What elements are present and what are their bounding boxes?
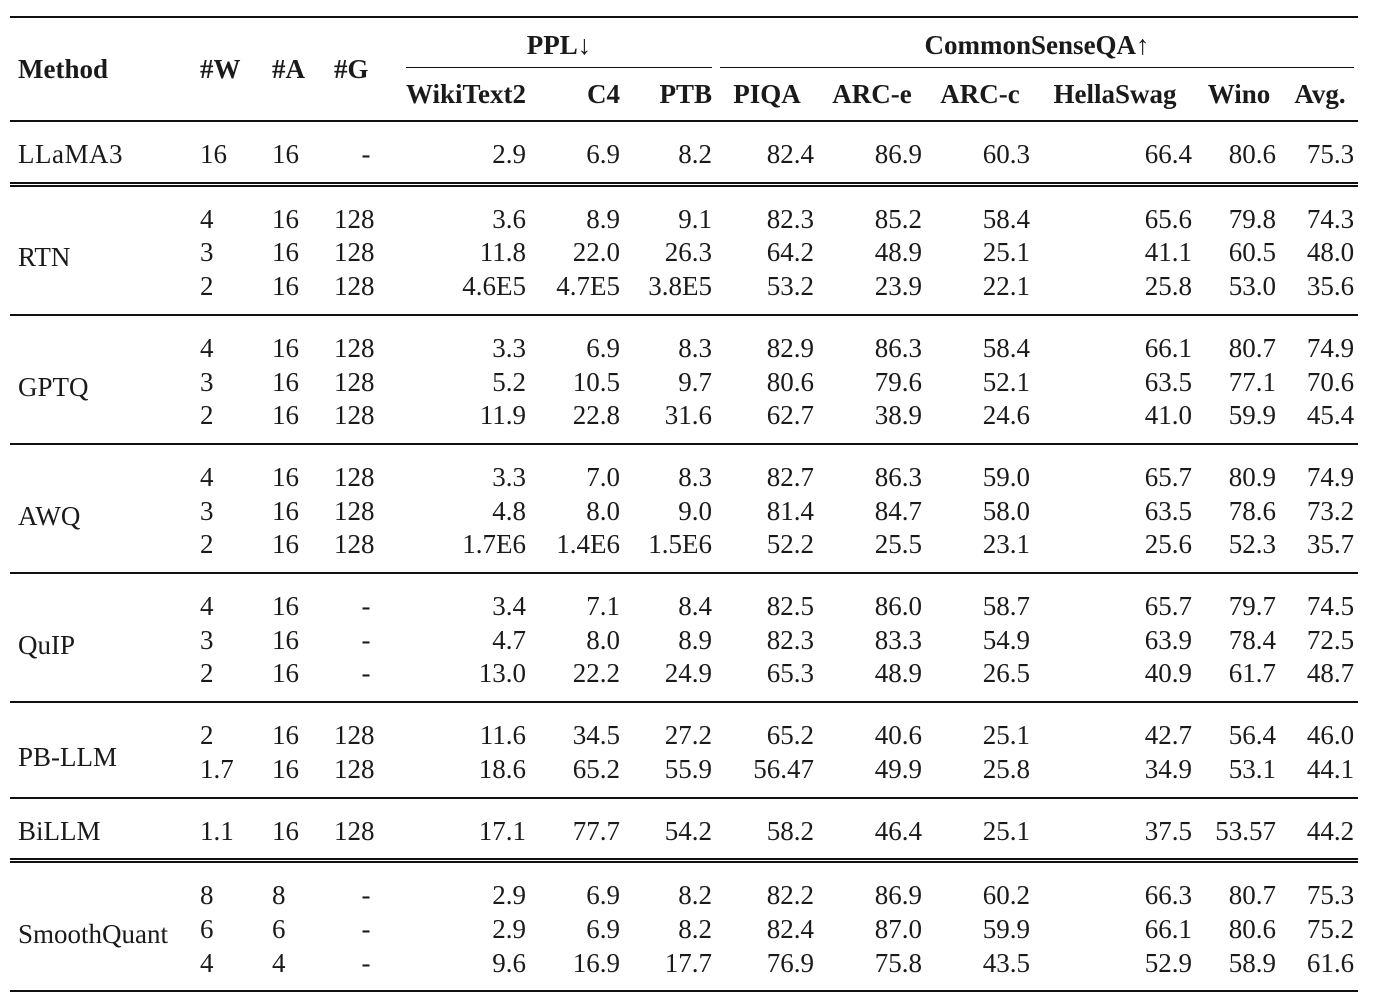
cell-avg: 44.2 [1306, 815, 1355, 846]
cell-arc-c: 52.1 [982, 366, 1031, 397]
method-name-text: LLaMA3 [18, 139, 123, 169]
cell-arc-e: 86.3 [874, 332, 923, 363]
cell-c4: 6.9 [586, 880, 620, 911]
cell-wikitext2: 13.0 [478, 658, 526, 689]
cell-hellaswag: 63.5 [1144, 495, 1193, 526]
table-row [10, 753, 1358, 798]
table-row [10, 528, 1358, 573]
header-csqa-label: CommonSenseQA↑ [924, 30, 1150, 60]
cell-wino: 79.8 [1228, 203, 1277, 234]
cell-w: 2 [200, 400, 214, 431]
cell-a: 16 [272, 495, 299, 526]
cell-wikitext2: 3.3 [492, 461, 526, 492]
cell-arc-c: 58.7 [982, 591, 1031, 622]
cell-arc-e: 48.9 [874, 658, 923, 689]
cell-arc-c: 54.9 [982, 624, 1031, 655]
cell-wino: 60.5 [1228, 237, 1277, 268]
cell-hellaswag: 65.6 [1144, 203, 1193, 234]
cell-g: - [361, 658, 371, 689]
cell-g: - [361, 139, 371, 169]
cell-arc-e: 48.9 [874, 237, 923, 268]
cell-w: 8 [200, 880, 214, 911]
results-table-container [10, 16, 1358, 992]
cell-hellaswag: 25.8 [1144, 271, 1193, 302]
cell-hellaswag: 25.6 [1144, 529, 1193, 560]
cell-avg: 74.5 [1306, 591, 1355, 622]
cell-hellaswag: 41.1 [1144, 237, 1193, 268]
cell-w: 16 [200, 139, 227, 169]
cell-wikitext2: 4.8 [492, 495, 526, 526]
table-row [10, 702, 1358, 753]
cell-wikitext2: 11.6 [479, 720, 526, 751]
cell-arc-e: 87.0 [874, 913, 923, 944]
table-row [10, 495, 1358, 529]
cell-ptb: 54.2 [664, 815, 713, 846]
cell-a: 6 [272, 913, 286, 944]
table-row [10, 798, 1358, 861]
cell-w: 2 [200, 271, 214, 302]
cell-a: 16 [272, 753, 299, 784]
cell-hellaswag: 66.3 [1144, 880, 1193, 911]
cell-wino: 61.7 [1228, 658, 1277, 689]
cell-w: 3 [200, 624, 214, 655]
cell-arc-e: 38.9 [874, 400, 923, 431]
cell-a: 4 [272, 947, 286, 978]
cell-g: 128 [334, 332, 375, 363]
method-name: SmoothQuant [18, 918, 169, 949]
cell-wino: 77.1 [1228, 366, 1277, 397]
header-ppl-group [402, 17, 716, 68]
table-row [10, 444, 1358, 495]
header-ptb: PTB [659, 78, 713, 109]
table-row [10, 315, 1358, 366]
cell-ptb: 8.2 [678, 880, 713, 911]
cell-a: 16 [272, 624, 299, 655]
header-a: #A [272, 53, 305, 84]
cell-ptb: 24.9 [664, 658, 713, 689]
cell-piqa: 76.9 [766, 947, 815, 978]
header-ppl-label: PPL↓ [526, 30, 592, 60]
cell-wino: 53.0 [1228, 271, 1277, 302]
cell-hellaswag: 66.1 [1144, 332, 1193, 363]
header-piqa: PIQA [733, 78, 801, 109]
table-row [10, 947, 1358, 992]
cell-ptb: 8.3 [678, 332, 713, 363]
cell-c4: 8.0 [586, 495, 620, 526]
cell-arc-c: 60.2 [982, 880, 1031, 911]
cell-piqa: 53.2 [766, 271, 815, 302]
cell-g: 128 [334, 203, 375, 234]
cell-ptb: 1.5E6 [648, 529, 713, 560]
cell-avg: 44.1 [1306, 753, 1355, 784]
cell-arc-e: 86.9 [874, 880, 923, 911]
cell-c4: 7.0 [586, 461, 620, 492]
cell-piqa: 82.7 [766, 461, 815, 492]
cell-ptb: 8.2 [678, 913, 713, 944]
cell-c4: 16.9 [572, 947, 620, 978]
cell-ptb: 17.7 [664, 947, 713, 978]
cell-g: - [361, 591, 371, 622]
cell-piqa: 56.47 [753, 753, 815, 784]
method-name: AWQ [18, 500, 81, 531]
cell-arc-e: 75.8 [874, 947, 923, 978]
header-hellaswag: HellaSwag [1053, 78, 1177, 109]
cell-wikitext2: 3.4 [492, 591, 526, 622]
cell-arc-e: 84.7 [874, 495, 923, 526]
cell-w: 3 [200, 237, 214, 268]
table-row [10, 270, 1358, 315]
cell-wikitext2: 3.3 [492, 332, 526, 363]
cell-c4: 6.9 [586, 139, 620, 169]
cell-hellaswag: 34.9 [1144, 753, 1193, 784]
cell-wikitext2: 11.8 [479, 237, 526, 268]
cell-c4: 65.2 [572, 753, 620, 784]
cell-ptb: 31.6 [664, 400, 713, 431]
header-arc-c: ARC-c [940, 78, 1020, 109]
cell-wikitext2: 3.6 [492, 203, 526, 234]
cell-arc-e: 86.9 [874, 139, 923, 169]
cell-avg: 35.6 [1306, 271, 1355, 302]
header-g: #G [334, 53, 369, 84]
cell-arc-e: 83.3 [874, 624, 923, 655]
cell-wikitext2: 11.9 [479, 400, 526, 431]
cell-piqa: 58.2 [766, 815, 815, 846]
cell-ptb: 8.9 [678, 624, 713, 655]
cell-hellaswag: 37.5 [1144, 815, 1193, 846]
table-row [10, 236, 1358, 270]
cell-avg: 61.6 [1306, 947, 1355, 978]
cell-arc-c: 24.6 [982, 400, 1031, 431]
cell-c4: 34.5 [572, 720, 620, 751]
table-row [10, 861, 1358, 913]
cell-arc-c: 26.5 [982, 658, 1031, 689]
cell-wikitext2: 2.9 [492, 880, 526, 911]
cell-a: 16 [272, 139, 299, 169]
cell-g: 128 [334, 461, 375, 492]
cell-arc-e: 85.2 [874, 203, 923, 234]
cell-g: - [361, 880, 371, 911]
table-row [10, 184, 1358, 236]
table-row [10, 657, 1358, 702]
results-table [10, 16, 1358, 992]
method-name: GPTQ [18, 371, 89, 402]
cell-g: 128 [334, 815, 375, 846]
table-row [10, 624, 1358, 658]
header-avg: Avg. [1294, 78, 1346, 109]
cell-wino: 53.1 [1228, 753, 1277, 784]
cell-hellaswag: 63.5 [1144, 366, 1193, 397]
cell-c4: 10.5 [572, 366, 620, 397]
cell-avg: 74.3 [1306, 203, 1355, 234]
method-name: BiLLM [18, 815, 101, 846]
cell-c4: 6.9 [586, 332, 620, 363]
cell-arc-c: 58.0 [982, 495, 1031, 526]
cell-wino: 56.4 [1228, 720, 1277, 751]
cell-a: 16 [272, 203, 299, 234]
cell-w: 2 [200, 529, 214, 560]
cell-avg: 48.0 [1306, 237, 1355, 268]
cell-wino: 53.57 [1215, 815, 1277, 846]
cell-piqa: 81.4 [766, 495, 815, 526]
cell-hellaswag: 42.7 [1144, 720, 1193, 751]
cell-arc-c: 25.8 [982, 753, 1031, 784]
cell-arc-c: 25.1 [982, 237, 1031, 268]
cell-arc-c: 59.9 [982, 913, 1031, 944]
cell-piqa: 82.2 [766, 880, 815, 911]
cell-w: 4 [200, 947, 214, 978]
cell-a: 16 [272, 658, 299, 689]
cell-g: 128 [334, 720, 375, 751]
cell-g: 128 [334, 495, 375, 526]
cell-wikitext2: 5.2 [492, 366, 526, 397]
cell-w: 4 [200, 461, 214, 492]
cell-wikitext2: 17.1 [478, 815, 526, 846]
cell-hellaswag: 65.7 [1144, 591, 1193, 622]
cell-c4: 22.2 [572, 658, 620, 689]
cell-g: 128 [334, 753, 375, 784]
cell-c4: 8.9 [586, 203, 620, 234]
cell-arc-e: 25.5 [874, 529, 923, 560]
cell-c4: 8.0 [586, 624, 620, 655]
cell-c4: 6.9 [586, 913, 620, 944]
cell-hellaswag: 66.1 [1144, 913, 1193, 944]
cell-piqa: 82.3 [766, 624, 815, 655]
cell-w: 1.7 [200, 753, 234, 784]
cell-c4: 22.8 [572, 400, 620, 431]
cell-wikitext2: 9.6 [492, 947, 526, 978]
cell-avg: 46.0 [1306, 720, 1355, 751]
cell-arc-c: 23.1 [982, 529, 1031, 560]
cell-wikitext2: 2.9 [492, 139, 526, 169]
method-name: PB-LLM [18, 741, 118, 772]
cell-piqa: 82.5 [766, 591, 815, 622]
method-name: QuIP [18, 629, 76, 660]
cell-avg: 70.6 [1306, 366, 1355, 397]
cell-g: 128 [334, 529, 375, 560]
cell-arc-c: 25.1 [982, 815, 1031, 846]
cell-piqa: 82.4 [766, 913, 815, 944]
cell-avg: 73.2 [1306, 495, 1355, 526]
cell-w: 2 [200, 720, 214, 751]
results-body [10, 121, 1358, 991]
cell-arc-c: 59.0 [982, 461, 1031, 492]
cell-avg: 35.7 [1306, 529, 1355, 560]
cell-a: 16 [272, 720, 299, 751]
header-arc-e: ARC-e [832, 78, 912, 109]
cell-avg: 74.9 [1306, 461, 1355, 492]
header-c4: C4 [587, 78, 620, 109]
cell-g: - [361, 913, 371, 944]
cell-wikitext2: 4.7 [492, 624, 526, 655]
cell-c4: 7.1 [586, 591, 620, 622]
cell-a: 16 [272, 461, 299, 492]
cell-piqa: 82.3 [766, 203, 815, 234]
cell-arc-c: 43.5 [982, 947, 1031, 978]
cell-wikitext2: 18.6 [478, 753, 526, 784]
cell-avg: 45.4 [1306, 400, 1355, 431]
cell-c4: 1.4E6 [556, 529, 620, 560]
cell-piqa: 82.9 [766, 332, 815, 363]
cell-hellaswag: 40.9 [1144, 658, 1193, 689]
cell-piqa: 80.6 [766, 366, 815, 397]
method-name [10, 121, 196, 184]
cell-wikitext2: 2.9 [492, 913, 526, 944]
cell-piqa: 65.2 [766, 720, 815, 751]
cell-avg: 75.3 [1306, 139, 1355, 169]
cell-ptb: 9.0 [678, 495, 713, 526]
cell-piqa: 64.2 [766, 237, 815, 268]
cell-piqa: 52.2 [766, 529, 815, 560]
cell-piqa: 82.4 [766, 139, 815, 169]
cell-arc-c: 58.4 [982, 203, 1031, 234]
cell-ptb: 8.3 [678, 461, 713, 492]
cell-arc-e: 49.9 [874, 753, 923, 784]
cell-arc-e: 86.3 [874, 461, 923, 492]
cell-w: 3 [200, 366, 214, 397]
table-row [10, 913, 1358, 947]
cell-wino: 78.4 [1228, 624, 1277, 655]
table-row [10, 366, 1358, 400]
cell-w: 2 [200, 658, 214, 689]
cell-piqa: 62.7 [766, 400, 815, 431]
cell-w: 4 [200, 591, 214, 622]
cell-arc-c: 25.1 [982, 720, 1031, 751]
cell-w: 1.1 [200, 815, 234, 846]
cell-hellaswag: 65.7 [1144, 461, 1193, 492]
cell-ptb: 3.8E5 [648, 271, 713, 302]
cell-a: 16 [272, 332, 299, 363]
cell-g: 128 [334, 271, 375, 302]
cell-c4: 4.7E5 [556, 271, 620, 302]
cell-a: 16 [272, 529, 299, 560]
cell-ptb: 9.1 [678, 203, 713, 234]
cell-wino: 52.3 [1228, 529, 1277, 560]
cell-c4: 77.7 [572, 815, 620, 846]
cell-wino: 80.9 [1228, 461, 1277, 492]
cell-ptb: 27.2 [664, 720, 713, 751]
header-method: Method [18, 53, 108, 84]
cell-arc-c: 60.3 [982, 139, 1031, 169]
header-wino: Wino [1207, 78, 1271, 109]
cell-w: 4 [200, 332, 214, 363]
cell-g: - [361, 624, 371, 655]
cell-a: 16 [272, 366, 299, 397]
cell-avg: 48.7 [1306, 658, 1355, 689]
cell-ptb: 8.4 [678, 591, 713, 622]
header-w: #W [200, 53, 241, 84]
cell-a: 16 [272, 400, 299, 431]
table-row [10, 399, 1358, 444]
table-row [10, 573, 1358, 624]
cell-wino: 80.7 [1228, 332, 1277, 363]
cell-a: 16 [272, 237, 299, 268]
cell-g: 128 [334, 400, 375, 431]
cell-arc-e: 79.6 [874, 366, 923, 397]
cell-arc-e: 46.4 [874, 815, 923, 846]
header-wikitext2: WikiText2 [406, 78, 527, 109]
cell-a: 16 [272, 815, 299, 846]
cell-w: 6 [200, 913, 214, 944]
cell-avg: 75.3 [1306, 880, 1355, 911]
cell-hellaswag: 63.9 [1144, 624, 1193, 655]
cell-arc-e: 40.6 [874, 720, 923, 751]
cell-arc-c: 22.1 [982, 271, 1031, 302]
cell-wikitext2: 1.7E6 [462, 529, 526, 560]
cell-a: 16 [272, 591, 299, 622]
cell-g: 128 [334, 366, 375, 397]
cell-wino: 79.7 [1228, 591, 1277, 622]
cell-c4: 22.0 [572, 237, 620, 268]
cell-ptb: 8.2 [678, 139, 713, 169]
cell-wino: 80.6 [1228, 139, 1277, 169]
cell-ptb: 26.3 [664, 237, 713, 268]
cell-wino: 78.6 [1228, 495, 1277, 526]
cell-hellaswag: 66.4 [1144, 139, 1193, 169]
method-name: RTN [18, 242, 71, 273]
cell-arc-e: 86.0 [874, 591, 923, 622]
table-row [10, 121, 1358, 184]
cell-wino: 59.9 [1228, 400, 1277, 431]
cell-arc-e: 23.9 [874, 271, 923, 302]
cell-hellaswag: 41.0 [1144, 400, 1193, 431]
cell-g: - [361, 947, 371, 978]
cell-wino: 80.7 [1228, 880, 1277, 911]
cell-g: 128 [334, 237, 375, 268]
cell-w: 4 [200, 203, 214, 234]
cell-avg: 75.2 [1306, 913, 1355, 944]
cell-a: 16 [272, 271, 299, 302]
cell-piqa: 65.3 [766, 658, 815, 689]
cell-avg: 72.5 [1306, 624, 1355, 655]
cell-wino: 58.9 [1228, 947, 1277, 978]
cell-w: 3 [200, 495, 214, 526]
cell-ptb: 9.7 [678, 366, 713, 397]
cell-arc-c: 58.4 [982, 332, 1031, 363]
cell-hellaswag: 52.9 [1144, 947, 1193, 978]
cell-wikitext2: 4.6E5 [462, 271, 526, 302]
cell-ptb: 55.9 [664, 753, 713, 784]
cell-wino: 80.6 [1228, 913, 1277, 944]
cell-a: 8 [272, 880, 286, 911]
header-csqa-group [716, 17, 1358, 68]
cell-avg: 74.9 [1306, 332, 1355, 363]
